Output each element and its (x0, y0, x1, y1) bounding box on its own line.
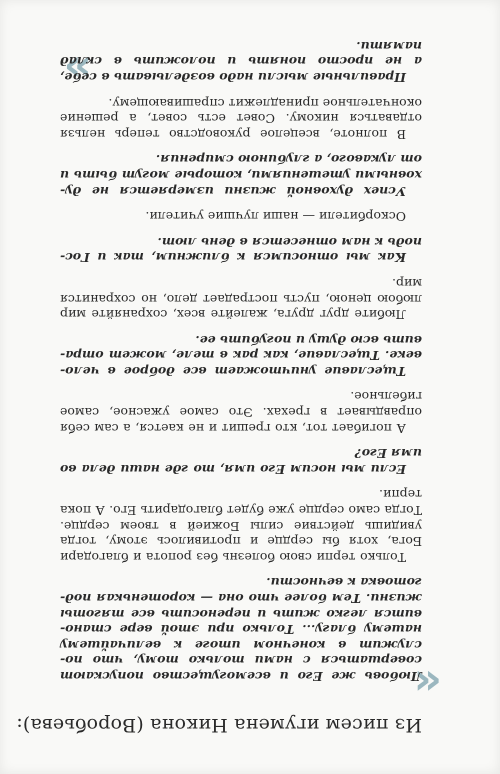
page-title: Из писем игумена Никона (Воробьева): (16, 714, 422, 736)
quote-paragraph: Если мы носим Его имя, то где наши дела во имя Его? (60, 446, 422, 477)
quote-paragraph: В полноте, всецелое руководство теперь нельзя отдаваться никому. Совет есть совет, а решение окончательное принадлежит спрашивающему. (60, 95, 422, 142)
close-quote-icon: » (63, 43, 92, 94)
quote-paragraph: Любовь же Его и всемогущество попускают совершаться с нами только тому, что послужит в конечном итоге к величайшему нашему благу... Только при этой вере становится легко жить и переносить все тяготы жизни. Тем более что она — коротенькая подготовка к вечности. (60, 575, 422, 684)
open-quote-icon: « (413, 657, 442, 708)
text-column (16, 28, 422, 736)
quote-paragraph: Только терпи свою болезнь без ропота и благодари Бога, хотя бы сердце и противилось этому, тогда увидишь действие силы Божией в твоем сердце. Тогда само сердце уже будет благодарить Его. А пока терпи. (60, 487, 422, 565)
quote-paragraph: Любите друг друга, жалейте всех, сохраняйте мир любою ценою, пусть пострадает дело, но сохранится мир. (60, 275, 422, 323)
quotes-body (60, 38, 422, 684)
quote-paragraph: Как мы относимся к ближним, так и Господь к нам отнесется в день лют. (60, 234, 422, 266)
quote-paragraph: Успех духовной жизни измеряется не духовными утешениями, которые могут быть и от лукавого, а глубиною смирения. (60, 152, 422, 199)
quote-paragraph: Правильные мысли надо возделывать в себе, а не просто понять и положить в склад памяти. (60, 38, 422, 85)
quote-paragraph: А погибает тот, кто грешит и не кается, а сам себя оправдывает в грехах. Это самое ужасное, самое гибельное. (60, 389, 422, 436)
quote-paragraph: Оскорбители — наши лучшие учители. (145, 209, 406, 225)
quote-paragraph: Тщеславие уничтожает все доброе в человеке. Тщеславие, как рак в теле, может отравить всю душу и погубить ее. (60, 332, 422, 379)
